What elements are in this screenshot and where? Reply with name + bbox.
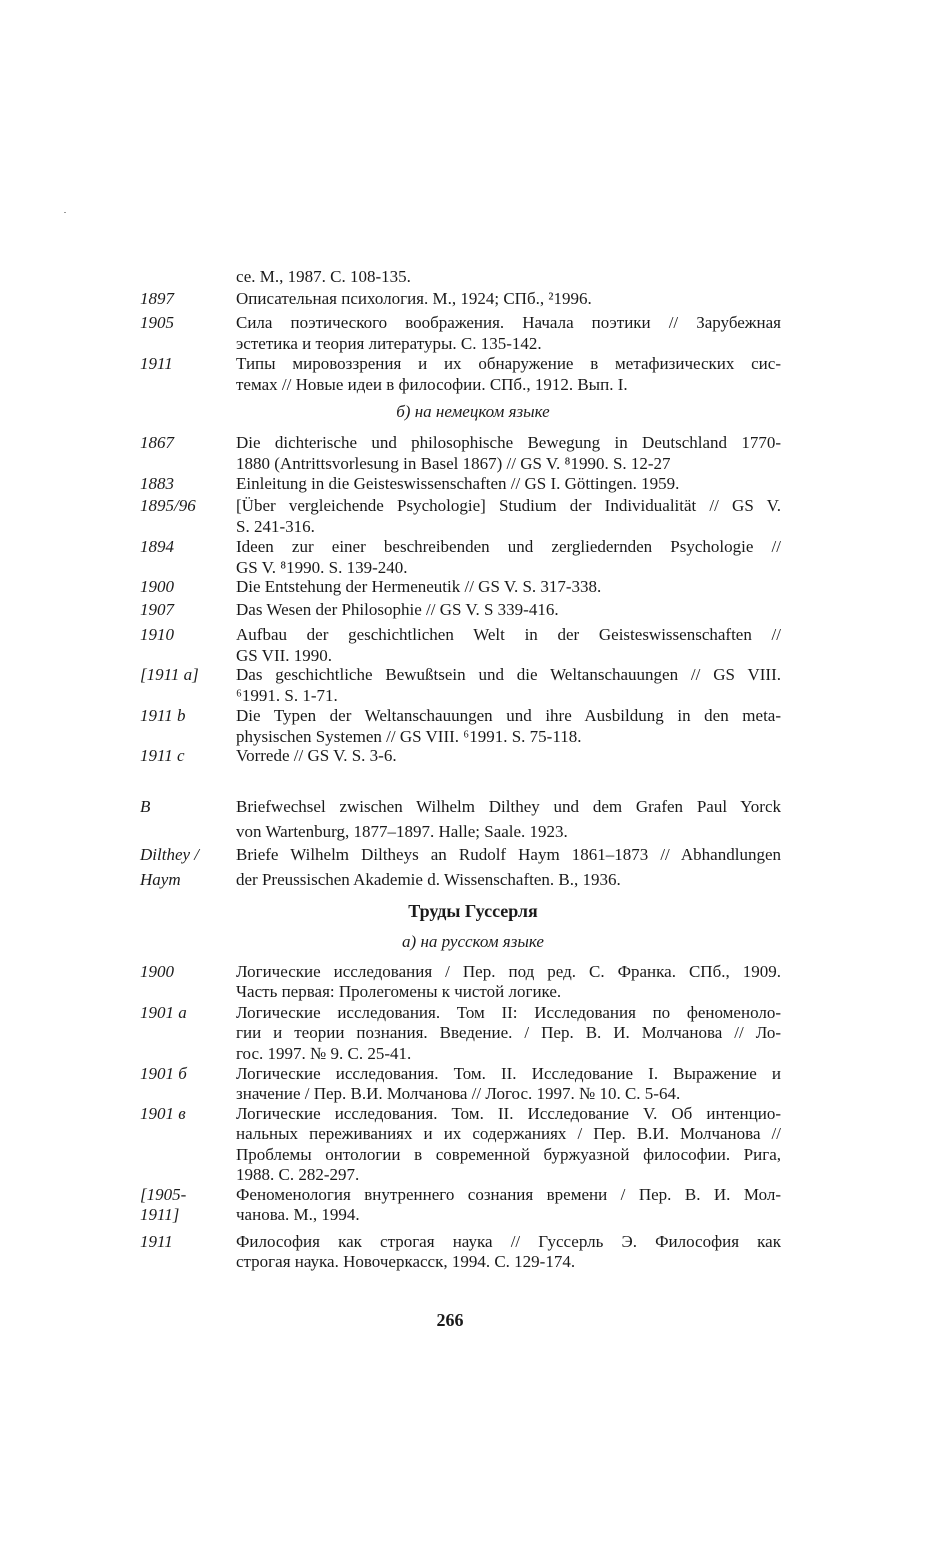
entry-line: Философия как строгая наука // Гуссерль Э. Философия как [236,1232,781,1251]
entry-line: Die Typen der Weltanschauungen und ihre Ausbildung in den meta- [236,706,781,725]
entry-key: [1905- [140,1185,187,1204]
entry-line: Briefwechsel zwischen Wilhelm Dilthey und dem Grafen Paul Yorck [236,797,781,816]
entry-key: 1883 [140,474,174,493]
entry-line: нальных переживаниях и их содержаниях / Пер. В.И. Молчанова // [236,1124,781,1144]
entry-key: 1900 [140,962,174,981]
entry-key-continued: Haym [140,870,181,889]
entry-line: Логические исследования. Том. II. Исследование V. Об интенцио- [236,1104,781,1123]
entry-line: Логические исследования. Том II: Исследования по феноменоло- [236,1003,781,1022]
entry-key: 1907 [140,600,174,619]
entry-key: Dilthey / [140,845,200,864]
entry-line: [Über vergleichende Psychologie] Studium der Individualität // GS V. [236,496,781,515]
entry-line: Феноменология внутреннего сознания времени / Пер. В. И. Мол- [236,1185,781,1204]
entry-key: 1897 [140,289,174,308]
entry-key: 1901 а [140,1003,187,1022]
entry-line: чанова. М., 1994. [236,1205,360,1225]
entry-key: 1911 [140,1232,173,1251]
entry-key: 1911 b [140,706,186,725]
entry-line: Das geschichtliche Bewußtsein und die Weltanschauungen // GS VIII. [236,665,781,684]
entry-line: Ideen zur einer beschreibenden und zergliedernden Psychologie // [236,537,781,556]
entry-line: Сила поэтического воображения. Начала поэтики // Зарубежная [236,313,781,332]
subheading-russian: а) на русском языке [402,932,544,951]
entry-key: 1894 [140,537,174,556]
entry-key: 1911 c [140,746,185,765]
entry-line: Описательная психология. М., 1924; СПб., ²1996. [236,289,592,308]
entry-key-continued: 1911] [140,1205,180,1225]
entry-line: GS VII. 1990. [236,645,333,665]
entry-key: B [140,797,151,816]
entry-line: S. 241-316. [236,516,315,536]
entry-line: Типы мировоззрения и их обнаружение в метафизических сис- [236,354,781,373]
entry-key: 1895/96 [140,496,196,515]
entry-key: [1911 a] [140,665,199,684]
entry-line: строгая наука. Новочеркасск, 1994. С. 129-174. [236,1252,576,1272]
entry-line: Das Wesen der Philosophie // GS V. S 339-416. [236,600,559,619]
entry-line: гии и теории познания. Введение. / Пер. В. И. Молчанова // Ло- [236,1023,781,1043]
entry-line: Логические исследования. Том. II. Исследование I. Выражение и [236,1064,781,1083]
section-heading-husserl: Труды Гуссерля [408,901,538,921]
entry-key: 1867 [140,433,174,452]
entry-line: Vorrede // GS V. S. 3-6. [236,746,397,765]
scan-speck [64,212,66,213]
entry-line: ⁶1991. S. 1-71. [236,685,338,705]
entry-line: Einleitung in die Geisteswissenschaften // GS I. Göttingen. 1959. [236,474,680,493]
entry-line: 1988. С. 282-297. [236,1164,360,1184]
entry-key: 1901 в [140,1104,186,1123]
entry-line: гос. 1997. № 9. С. 25-41. [236,1043,412,1063]
page-number: 266 [436,1310,464,1330]
entry-line: Die Entstehung der Hermeneutik // GS V. S. 317-338. [236,577,602,596]
entry-line: von Wartenburg, 1877–1897. Halle; Saale. 1923. [236,822,568,841]
entry-line: GS V. ⁸1990. S. 139-240. [236,557,408,577]
entry-key: 1911 [140,354,173,373]
entry-line: Die dichterische und philosophische Bewegung in Deutschland 1770- [236,433,781,452]
entry-line: 1880 (Antrittsvorlesung in Basel 1867) // GS V. ⁸1990. S. 12-27 [236,453,671,473]
entry-key: 1901 б [140,1064,187,1083]
entry-line: Aufbau der geschichtlichen Welt in der Geisteswissenschaften // [236,625,781,644]
entry-line: Логические исследования / Пер. под ред. С. Франка. СПб., 1909. [236,962,781,981]
entry-line: эстетика и теория литературы. С. 135-142. [236,333,542,353]
entry-line: темах // Новые идеи в философии. СПб., 1912. Вып. I. [236,374,628,394]
entry-line: physischen Systemen // GS VIII. ⁶1991. S. 75-118. [236,726,582,746]
subheading-german: б) на немецком языке [396,402,550,421]
entry-line: der Preussischen Akademie d. Wissenschaften. B., 1936. [236,870,621,889]
entry-key: 1910 [140,625,174,644]
entry-line: се. М., 1987. С. 108-135. [236,267,411,286]
entry-line: Проблемы онтологии в современной буржуазной философии. Рига, [236,1144,781,1164]
entry-key: 1905 [140,313,174,332]
entry-line: Часть первая: Пролегомены к чистой логике. [236,982,562,1002]
entry-line: значение / Пер. В.И. Молчанова // Логос. 1997. № 10. С. 5-64. [236,1084,681,1104]
entry-key: 1900 [140,577,174,596]
entry-line: Briefe Wilhelm Diltheys an Rudolf Haym 1861–1873 // Abhandlungen [236,845,781,864]
